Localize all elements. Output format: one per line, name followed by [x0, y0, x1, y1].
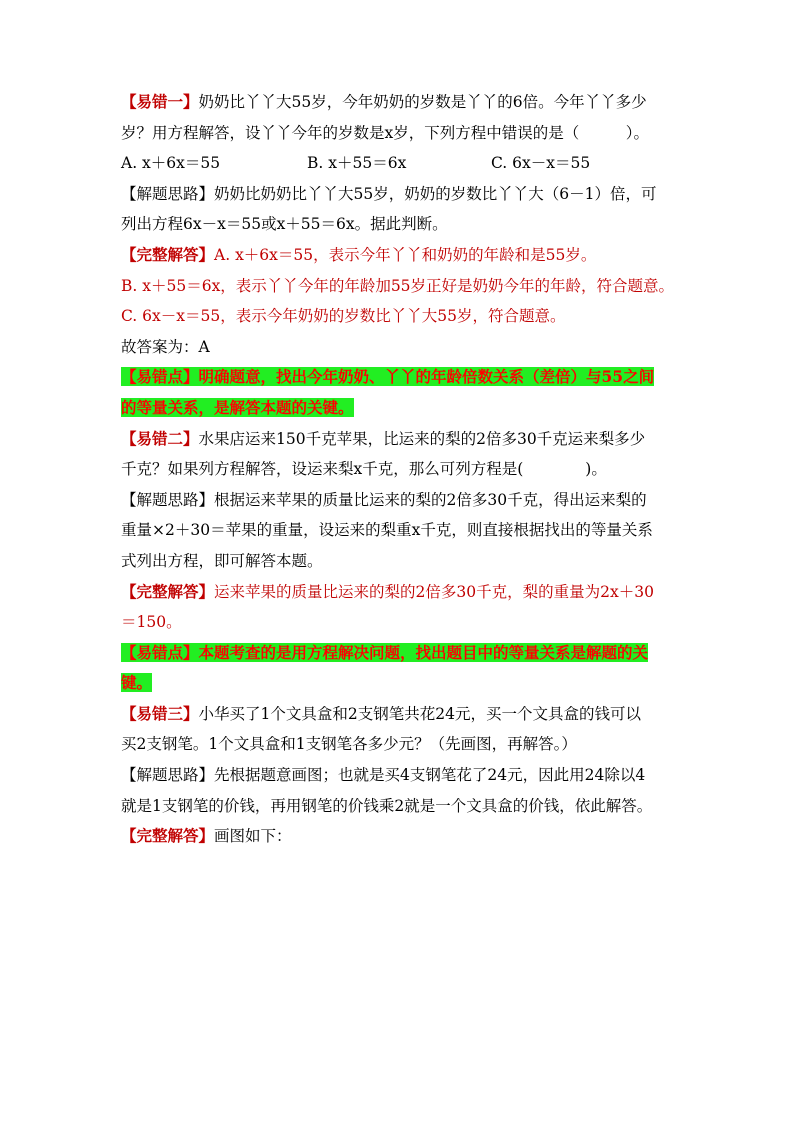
problem-1-options	[121, 153, 677, 173]
answer-3-text-1: 画图如下：	[214, 827, 292, 846]
solution-3-tag: 【解题思路】	[121, 766, 215, 785]
solution-1-line-2: 列出方程6x－x＝55或x＋55＝6x。据此判断。	[121, 215, 448, 234]
solution-3-line-1	[121, 765, 677, 785]
problem-2-tag: 【易错二】	[121, 428, 199, 448]
solution-2-line-2: 重量×2＋30＝苹果的重量，设运来的梨重x千克，则直接根据找出的等量关系	[121, 521, 653, 540]
option-c: C. 6x－x＝55	[491, 154, 591, 173]
solution-1-tag: 【解题思路】	[121, 184, 215, 203]
answer-1-line-2: B. x＋55＝6x，表示丫丫今年的年龄加55岁正好是奶奶今年的年龄，符合题意。	[121, 276, 675, 295]
problem-1-line-1	[121, 92, 677, 112]
problem-2-text-1: 水果店运来150千克苹果，比运来的梨的2倍多30千克运来梨多少	[198, 429, 646, 448]
keypoint-2-text-2: 键。	[121, 673, 153, 693]
problem-1-tag: 【易错一】	[121, 92, 199, 111]
answer-1-line-3: C. 6x－x＝55，表示今年奶奶的岁数比丫丫大55岁，符合题意。	[121, 307, 566, 326]
solution-3-line-2: 就是1支钢笔的价钱，再用钢笔的价钱乘2就是一个文具盒的价钱，依此解答。	[121, 796, 653, 815]
solution-2-line-1	[121, 490, 677, 510]
answer-2-text-1: 运来苹果的质量比运来的梨的2倍多30千克，梨的重量为2x＋30	[214, 582, 654, 601]
solution-2-line-3: 式列出方程，即可解答本题。	[121, 551, 323, 570]
keypoint-1-line-1	[121, 367, 677, 387]
solution-1-text-1: 奶奶比奶奶比丫丫大55岁，奶奶的岁数比丫丫大（6－1）倍，可	[214, 184, 657, 203]
keypoint-1-line-2	[121, 398, 677, 418]
solution-1-line-1	[121, 184, 677, 204]
answer-1-tag: 【完整解答】	[121, 244, 215, 264]
problem-3-line-1	[121, 704, 677, 724]
problem-1-line-2: 岁？用方程解答，设丫丫今年的岁数是x岁，下列方程中错误的是（ ）。	[121, 123, 649, 142]
answer-1-line-4: 故答案为：A	[121, 337, 210, 356]
problem-1-text-1: 奶奶比丫丫大55岁，今年奶奶的岁数是丫丫的6倍。今年丫丫多少	[198, 93, 647, 111]
keypoint-2-text-1: 【易错点】本题考查的是用方程解决问题，找出题目中的等量关系是解题的关	[121, 642, 649, 662]
answer-1-line-1	[121, 245, 677, 265]
keypoint-1-text-1: 【易错点】明确题意，找出今年奶奶、丫丫的年龄倍数关系（差倍）与55之间	[121, 367, 655, 387]
problem-3-tag: 【易错三】	[121, 703, 199, 723]
problem-3-text-1: 小华买了1个文具盒和2支钢笔共花24元，买一个文具盒的钱可以	[198, 704, 641, 723]
solution-3-text-1: 先根据题意画图；也就是买4支钢笔花了24元，因此用24除以4	[214, 766, 646, 785]
solution-2-tag: 【解题思路】	[121, 490, 215, 509]
problem-2-line-2: 千克？如果列方程解答，设运来梨x千克，那么可列方程是( )。	[121, 460, 607, 479]
answer-2-tag: 【完整解答】	[121, 581, 215, 601]
document-page	[121, 92, 677, 857]
solution-2-text-1: 根据运来苹果的质量比运来的梨的2倍多30千克，得出运来梨的	[214, 490, 647, 509]
option-b: B. x＋55＝6x	[307, 154, 407, 173]
keypoint-1-text-2: 的等量关系，是解答本题的关键。	[121, 397, 354, 417]
answer-2-line-2: ＝150。	[121, 613, 182, 632]
problem-3-line-2: 买2支钢笔。1个文具盒和1支钢笔各多少元？（先画图，再解答。）	[121, 735, 577, 754]
option-a: A. x＋6x＝55	[121, 154, 221, 173]
keypoint-2-line-1	[121, 643, 677, 663]
answer-1-text-1: A. x＋6x＝55，表示今年丫丫和奶奶的年龄和是55岁。	[214, 245, 597, 264]
keypoint-2-line-2	[121, 673, 677, 693]
answer-3-line-1	[121, 826, 677, 846]
answer-2-line-1	[121, 582, 677, 602]
answer-3-tag: 【完整解答】	[121, 826, 215, 846]
problem-2-line-1	[121, 429, 677, 449]
